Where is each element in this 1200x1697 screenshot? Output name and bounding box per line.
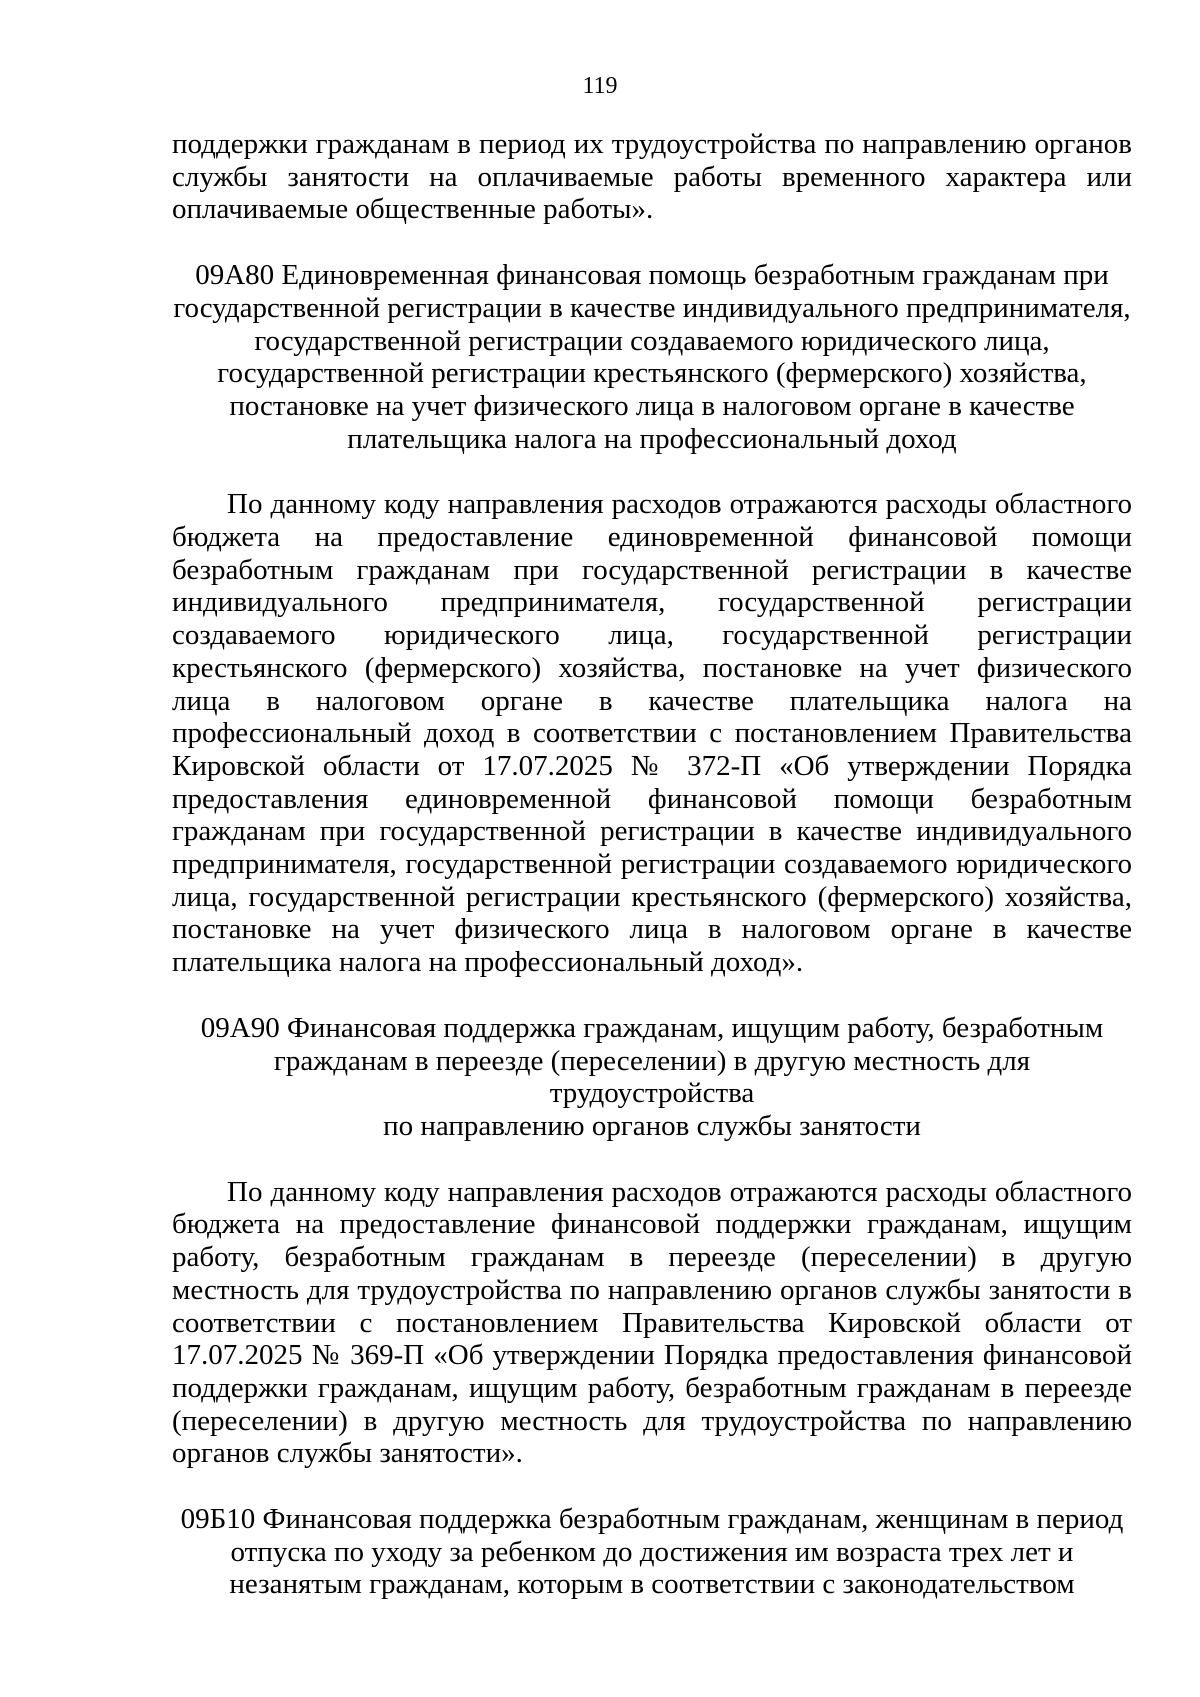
heading-line: гражданам в переезде (переселении) в другую местность для трудоустройства xyxy=(273,1044,1031,1110)
section-heading-09a90 xyxy=(172,1012,1132,1143)
heading-line: государственной регистрации в качестве индивидуального предпринимателя, xyxy=(173,291,1131,324)
heading-line: по направлению органов службы занятости xyxy=(383,1109,921,1142)
heading-line: 09Б10 Финансовая поддержка безработным гражданам, женщинам в период xyxy=(180,1503,1124,1536)
heading-line: постановке на учет физического лица в налоговом органе в качестве xyxy=(229,389,1075,422)
paragraph-continuation: поддержки гражданам в период их трудоустройства по направлению органов службы занятости на оплачиваемые работы временного характера или оплачиваемые общественные работы». xyxy=(172,128,1132,226)
document-body xyxy=(172,128,1132,1634)
paragraph-09a80-description: По данному коду направления расходов отражаются расходы областного бюджета на предоставление единовременной финансовой помощи безработным гражданам при государственной регистрации в качестве индивидуального предпринимателя, государственной регистрации создаваемого юридического лица, государственной регистрации крестьянского (фермерского) хозяйства, постановке на учет физического лица в налоговом органе в качестве плательщика налога на профессиональный доход в соответствии с постановлением Правительства Кировской области от 17.07.2025 № 372-П «Об утверждении Порядка предоставления единовременной финансовой помощи безработным гражданам при государственной регистрации в качестве индивидуального предпринимателя, государственной регистрации создаваемого юридического лица, государственной регистрации крестьянского (фермерского) хозяйства, постановке на учет физического лица в налоговом органе в качестве плательщика налога на профессиональный доход». xyxy=(172,488,1132,979)
heading-line: 09А80 Единовременная финансовая помощь безработным гражданам при xyxy=(195,259,1109,292)
heading-line: плательщика налога на профессиональный доход xyxy=(347,422,957,455)
paragraph-09a90-description: По данному коду направления расходов отражаются расходы областного бюджета на предоставление финансовой поддержки гражданам, ищущим работу, безработным гражданам в переезде (переселении) в другую местность для трудоустройства по направлению органов службы занятости в соответствии с постановлением Правительства Кировской области от 17.07.2025 № 369-П «Об утверждении Порядка предоставления финансовой поддержки гражданам, ищущим работу, безработным гражданам в переезде (переселении) в другую местность для трудоустройства по направлению органов службы занятости». xyxy=(172,1175,1132,1470)
heading-line: 09А90 Финансовая поддержка гражданам, ищущим работу, безработным xyxy=(200,1011,1104,1044)
heading-line: государственной регистрации крестьянского (фермерского) хозяйства, xyxy=(217,357,1087,390)
page-number: 119 xyxy=(582,73,618,99)
heading-line: отпуска по уходу за ребенком до достижения им возраста трех лет и xyxy=(230,1535,1074,1568)
section-heading-09b10 xyxy=(172,1503,1132,1601)
heading-line: незанятым гражданам, которым в соответствии с законодательством xyxy=(229,1568,1075,1601)
heading-line: государственной регистрации создаваемого юридического лица, xyxy=(254,324,1050,357)
section-heading-09a80 xyxy=(172,259,1132,455)
